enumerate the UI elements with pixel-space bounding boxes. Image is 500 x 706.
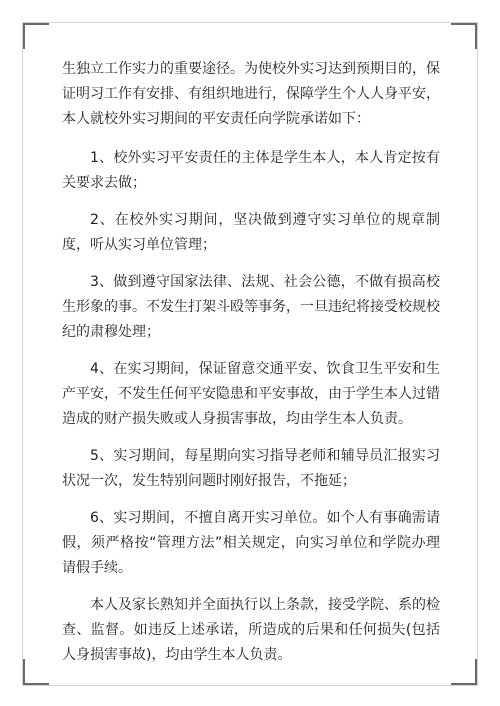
paragraph-item-5: 5、实习期间，每星期向实习指导老师和辅导员汇报实习状况一次，发生特别问题时刚好报告，不拖延；: [62, 448, 440, 489]
paragraph-intro: 生独立工作实力的重要途径。为使校外实习达到预期目的，保证明习工作有安排、有组织地进行，保障学生个人人身平安，本人就校外实习期间的平安责任向学院承诺如下：: [62, 61, 440, 127]
document-body: [62, 57, 440, 680]
corner-mark-bottom-left: [23, 683, 49, 685]
paragraph-item-1: 1、校外实习平安责任的主体是学生本人，本人肯定按有关要求去做；: [62, 150, 440, 191]
corner-mark-top-right-vertical: [475, 23, 477, 49]
paragraph-item-3: 3、做到遵守国家法律、法规、社会公德，不做有损高校生形象的事。不发生打架斗殴等事务，一旦违纪将接受校规校纪的肃穆处理；: [62, 274, 440, 340]
paragraph-closing: 本人及家长熟知并全面执行以上条款，接受学院、系的检查、监督。如违反上述承诺，所造成的后果和任何损失(包括人身损害事故)，均由学生本人负责。: [62, 597, 440, 663]
paragraph-item-4: 4、在实习期间，保证留意交通平安、饮食卫生平安和生产平安，不发生任何平安隐患和平安事故，由于学生本人过错造成的财产损失败或人身损害事故，均由学生本人负责。: [62, 361, 440, 427]
corner-mark-bottom-right-vertical: [475, 659, 477, 685]
corner-mark-bottom-right: [451, 683, 477, 685]
corner-mark-top-right: [451, 23, 477, 25]
paragraph-item-6: 6、实习期间，不擅自离开实习单位。如个人有事确需请假，须严格按“管理方法”相关规定，向实习单位和学院办理请假手续。: [62, 510, 440, 576]
corner-mark-bottom-left-vertical: [23, 659, 25, 685]
corner-mark-top-left-vertical: [23, 23, 25, 49]
corner-mark-top-left: [23, 23, 49, 25]
paragraph-item-2: 2、在校外实习期间，坚决做到遵守实习单位的规章制度，听从实习单位管理；: [62, 212, 440, 253]
